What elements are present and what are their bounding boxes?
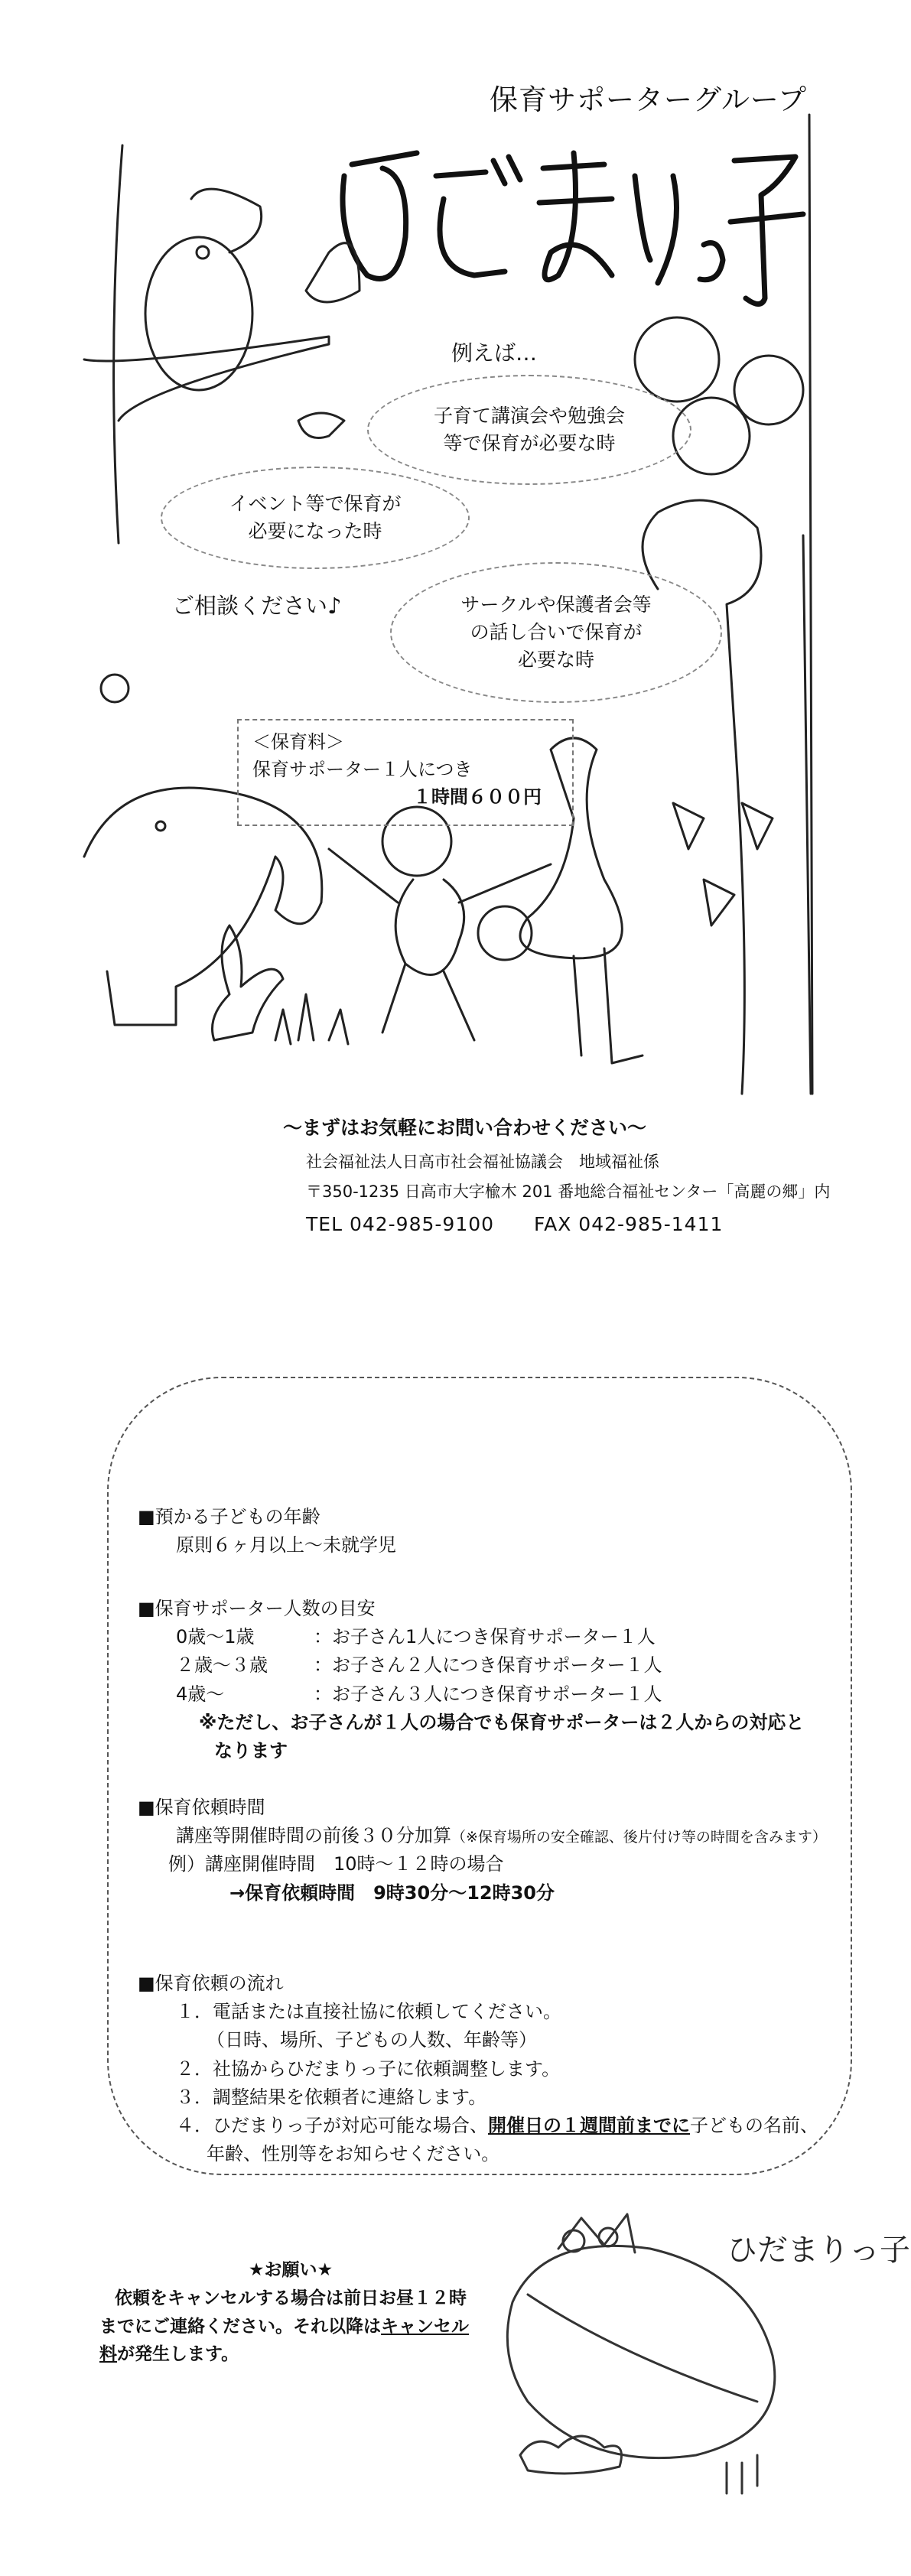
flow-section <box>138 1969 841 2168</box>
bubble-line: の話し合いで保育が <box>470 620 643 643</box>
group-label: 保育サポーターグループ <box>490 83 808 116</box>
section-heading: ■預かる子どもの年齢 <box>138 1506 320 1527</box>
ratio-row <box>138 1651 841 1680</box>
section-heading: ■保育依頼時間 <box>138 1797 265 1818</box>
time-result: →保育依頼時間 9時30分～12時30分 <box>229 1882 555 1904</box>
inquiry-text: ～まずはお気軽にお問い合わせください～ <box>283 1117 647 1139</box>
ratio-age: ２歳～３歳 <box>176 1654 268 1677</box>
ratio-text: ：お子さん２人につき保育サポーター１人 <box>314 1654 662 1677</box>
time-section <box>138 1794 841 1908</box>
ratio-row <box>138 1680 841 1709</box>
fee-line: 保育サポーター１人につき <box>252 759 473 780</box>
address: 〒350-1235 日高市大字楡木 201 番地総合福祉センター「高麗の郷」内 <box>306 1182 831 1201</box>
mascot-logo: ひだまりっ子 <box>727 2233 910 2268</box>
request-line <box>99 2340 482 2369</box>
flow-step: ３．調整結果を依頼者に連絡します。 <box>176 2086 487 2108</box>
ratio-note: なります <box>214 1739 288 1761</box>
phone-fax: TEL 042-985-9100 FAX 042-985-1411 <box>306 1212 724 1235</box>
flow-step: 年齢、性別等をお知らせください。 <box>207 2143 500 2165</box>
flow-step-part: ４．ひだまりっ子が対応可能な場合、 <box>176 2114 488 2136</box>
request-cancel: キャンセル <box>381 2316 469 2337</box>
fee-label: ＜保育料＞ <box>252 731 344 753</box>
ratio-section <box>138 1595 841 1765</box>
flow-step-note: （日時、場所、子どもの人数、年齢等） <box>207 2029 537 2051</box>
org-name: 社会福祉法人日高市社会福祉協議会 地域福祉係 <box>306 1153 659 1171</box>
example-label: 例えば… <box>451 340 538 366</box>
request-line: 依頼をキャンセルする場合は前日お昼１２時 <box>115 2288 467 2308</box>
ratio-text: ：お子さん1人につき保育サポーター１人 <box>314 1626 656 1648</box>
bubble-line: 必要になった時 <box>248 520 382 542</box>
bubble-line: 必要な時 <box>517 649 594 672</box>
section-heading: ■保育依頼の流れ <box>138 1973 284 1994</box>
flow-step <box>138 2112 841 2140</box>
flow-step-part: 子どもの名前、 <box>690 2114 818 2136</box>
section-text: 原則６ヶ月以上～未就学児 <box>176 1534 396 1556</box>
ratio-text: ：お子さん３人につき保育サポーター１人 <box>314 1683 662 1705</box>
request-title: ★お願い★ <box>248 2260 333 2280</box>
fee-box <box>237 719 574 826</box>
time-note: （※保育場所の安全確認、後片付け等の時間を含みます） <box>451 1829 827 1846</box>
ratio-row <box>138 1623 841 1651</box>
request-text: までにご連絡ください。それ以降は <box>99 2316 381 2337</box>
ratio-age: 0歳～1歳 <box>176 1626 255 1648</box>
request-text: が発生します。 <box>117 2344 239 2365</box>
fee-amount: １時間６００円 <box>413 786 542 808</box>
time-line <box>138 1822 841 1850</box>
request-line <box>99 2313 482 2341</box>
speech-bubble-event <box>161 467 470 569</box>
ratio-note: ※ただし、お子さんが１人の場合でも保育サポーターは２人からの対応と <box>199 1711 805 1733</box>
request-fee: 料 <box>99 2344 117 2365</box>
time-rule: 講座等開催時間の前後３０分加算 <box>176 1825 451 1847</box>
section-heading: ■保育サポーター人数の目安 <box>138 1598 376 1619</box>
flow-step: ２．社協からひだまりっ子に依頼調整します。 <box>176 2057 561 2080</box>
request-block <box>99 2256 482 2369</box>
speech-bubble-meeting <box>390 562 722 703</box>
speech-bubble-lecture <box>367 375 691 485</box>
ratio-age: 4歳～ <box>176 1683 225 1705</box>
bubble-line: サークルや保護者会等 <box>460 593 652 616</box>
contact-block <box>306 1147 830 1242</box>
time-example: 例）講座開催時間 10時～１２時の場合 <box>168 1853 504 1875</box>
age-section <box>138 1503 396 1560</box>
flow-step: １．電話または直接社協に依頼してください。 <box>176 2001 561 2023</box>
bubble-line: イベント等で保育が <box>229 492 402 515</box>
flow-deadline: 開催日の１週間前までに <box>488 2114 690 2136</box>
mascot-illustration <box>497 2203 910 2509</box>
bubble-line: 子育て講演会や勉強会 <box>433 404 625 427</box>
bubble-line: 等で保育が必要な時 <box>443 432 616 454</box>
consult-text: ご相談ください♪ <box>172 593 342 619</box>
